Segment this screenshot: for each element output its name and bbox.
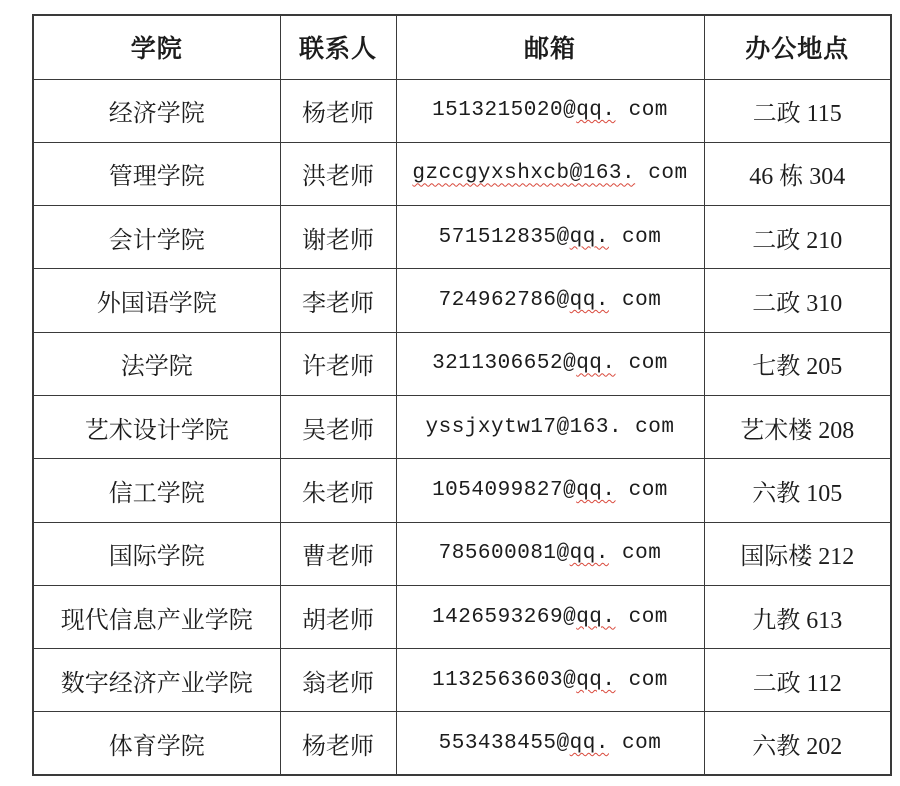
college-cell: 数字经济产业学院 (33, 649, 280, 712)
office-location-cell: 国际楼 212 (704, 522, 891, 585)
college-contact-table (32, 14, 892, 776)
office-location-cell: 艺术楼 208 (704, 395, 891, 458)
office-location-cell: 二政 310 (704, 269, 891, 332)
office-location-cell: 二政 210 (704, 206, 891, 269)
college-cell: 艺术设计学院 (33, 395, 280, 458)
contact-cell: 杨老师 (280, 712, 396, 775)
office-location-cell: 六教 202 (704, 712, 891, 775)
email-text-suffix: com (615, 478, 668, 502)
contact-cell: 吴老师 (280, 395, 396, 458)
col-header-contact: 联系人 (280, 15, 396, 79)
email-cell (396, 142, 704, 205)
contact-cell: 朱老师 (280, 459, 396, 522)
email-text-prefix: 1054099827@ (432, 478, 577, 502)
college-cell: 经济学院 (33, 79, 280, 142)
table-row (33, 269, 891, 332)
college-cell: 现代信息产业学院 (33, 585, 280, 648)
email-text-suffix: com (608, 289, 662, 313)
email-text-prefix: 553438455@ (438, 731, 570, 755)
email-text-suffix: com (635, 162, 688, 186)
email-text-prefix: yssjxytw17@163. com (425, 415, 675, 439)
email-cell (396, 712, 704, 775)
table-row (33, 522, 891, 585)
table-row (33, 649, 891, 712)
office-location-cell: 二政 112 (704, 649, 891, 712)
email-text-suffix: com (615, 352, 668, 376)
email-text-prefix: 785600081@ (438, 542, 570, 566)
contact-cell: 李老师 (280, 269, 396, 332)
email-misspelled-segment: qq. (569, 225, 609, 249)
email-cell (396, 459, 704, 522)
email-text-suffix: com (608, 225, 662, 249)
email-cell (396, 332, 704, 395)
college-cell: 法学院 (33, 332, 280, 395)
table-row (33, 459, 891, 522)
college-cell: 管理学院 (33, 142, 280, 205)
contact-cell: 杨老师 (280, 79, 396, 142)
contact-cell: 胡老师 (280, 585, 396, 648)
email-cell (396, 649, 704, 712)
contact-cell: 谢老师 (280, 206, 396, 269)
table-header-row (33, 15, 891, 79)
table-row (33, 79, 891, 142)
email-cell (396, 395, 704, 458)
email-cell (396, 79, 704, 142)
office-location-cell: 九教 613 (704, 585, 891, 648)
college-cell: 体育学院 (33, 712, 280, 775)
email-misspelled-segment: qq. (569, 289, 609, 313)
contact-cell: 许老师 (280, 332, 396, 395)
college-cell: 会计学院 (33, 206, 280, 269)
college-cell: 信工学院 (33, 459, 280, 522)
email-text-suffix: com (608, 731, 662, 755)
contact-cell: 翁老师 (280, 649, 396, 712)
email-text-suffix: com (608, 542, 662, 566)
email-misspelled-segment: qq. (576, 605, 616, 629)
office-location-cell: 46 栋 304 (704, 142, 891, 205)
table-body (33, 79, 891, 775)
office-location-cell: 二政 115 (704, 79, 891, 142)
email-misspelled-segment: qq. (576, 668, 616, 692)
email-misspelled-segment: gzccgyxshxcb@163. (412, 162, 636, 186)
email-text-suffix: com (615, 99, 668, 123)
college-cell: 国际学院 (33, 522, 280, 585)
office-location-cell: 七教 205 (704, 332, 891, 395)
table-row (33, 712, 891, 775)
email-text-prefix: 1513215020@ (432, 99, 577, 123)
table-row (33, 585, 891, 648)
col-header-email: 邮箱 (396, 15, 704, 79)
office-location-cell: 六教 105 (704, 459, 891, 522)
email-text-prefix: 571512835@ (438, 225, 570, 249)
col-header-college: 学院 (33, 15, 280, 79)
email-misspelled-segment: qq. (576, 99, 616, 123)
email-cell (396, 522, 704, 585)
email-misspelled-segment: qq. (569, 731, 609, 755)
email-misspelled-segment: qq. (576, 352, 616, 376)
table-row (33, 395, 891, 458)
email-text-prefix: 1426593269@ (432, 605, 577, 629)
col-header-office-location: 办公地点 (704, 15, 891, 79)
email-text-prefix: 1132563603@ (432, 668, 577, 692)
contact-cell: 曹老师 (280, 522, 396, 585)
table-row (33, 332, 891, 395)
email-text-suffix: com (615, 668, 668, 692)
email-text-prefix: 724962786@ (438, 289, 570, 313)
email-cell (396, 585, 704, 648)
email-text-prefix: 3211306652@ (432, 352, 577, 376)
email-misspelled-segment: qq. (569, 542, 609, 566)
table-row (33, 142, 891, 205)
email-cell (396, 269, 704, 332)
email-misspelled-segment: qq. (576, 478, 616, 502)
email-cell (396, 206, 704, 269)
college-cell: 外国语学院 (33, 269, 280, 332)
table-row (33, 206, 891, 269)
table-header (33, 15, 891, 79)
email-text-suffix: com (615, 605, 668, 629)
contact-cell: 洪老师 (280, 142, 396, 205)
